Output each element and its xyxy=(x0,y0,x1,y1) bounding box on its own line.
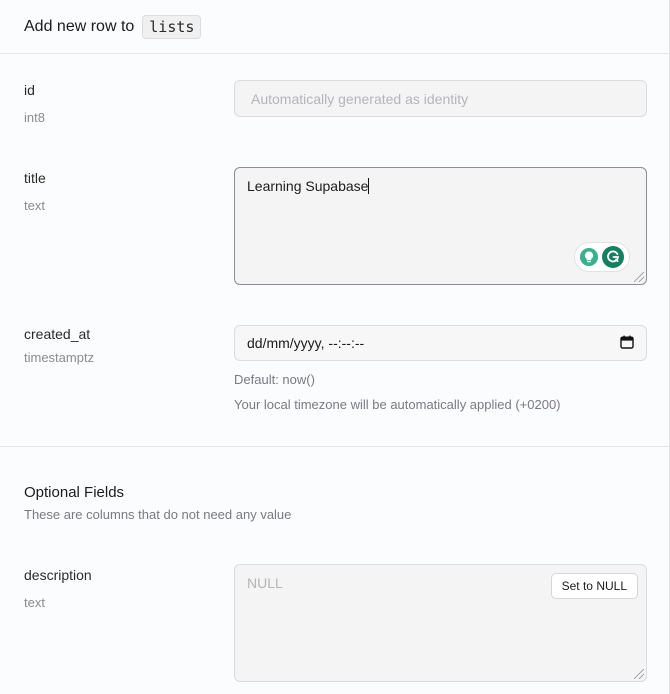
calendar-icon[interactable] xyxy=(620,335,634,352)
table-name-badge: lists xyxy=(142,15,201,39)
text-caret xyxy=(368,178,369,194)
default-hint: Default: now() xyxy=(234,372,315,387)
title-value: Learning Supabase xyxy=(247,178,369,194)
created-at-input[interactable] xyxy=(234,325,647,361)
id-label: id xyxy=(24,82,35,98)
optional-section-title: Optional Fields xyxy=(24,484,125,501)
title-type: text xyxy=(24,198,45,213)
resize-handle[interactable] xyxy=(634,272,644,282)
created-at-value: dd/mm/yyyy, --:--:-- xyxy=(247,335,365,351)
title-textarea[interactable] xyxy=(234,167,647,285)
set-to-null-button[interactable]: Set to NULL xyxy=(551,573,638,599)
created-at-type: timestamptz xyxy=(24,350,95,365)
lightbulb-icon[interactable] xyxy=(580,248,598,266)
id-type: int8 xyxy=(24,110,45,125)
optional-section-subtitle: These are columns that do not need any value xyxy=(24,507,292,522)
section-divider xyxy=(0,446,669,447)
header-title: Add new row to xyxy=(24,17,135,35)
panel-header xyxy=(0,0,669,54)
grammarly-icon[interactable] xyxy=(602,246,624,268)
description-label: description xyxy=(24,567,92,583)
id-input[interactable] xyxy=(234,80,647,117)
description-type: text xyxy=(24,595,45,610)
grammarly-widget[interactable] xyxy=(574,242,630,272)
timezone-hint: Your local timezone will be automatically applied (+0200) xyxy=(234,397,561,412)
title-label: title xyxy=(24,170,46,186)
id-placeholder: Automatically generated as identity xyxy=(251,90,469,107)
resize-handle[interactable] xyxy=(634,669,644,679)
description-placeholder: NULL xyxy=(247,575,283,591)
description-textarea[interactable] xyxy=(234,564,647,682)
created-at-label: created_at xyxy=(24,326,91,342)
